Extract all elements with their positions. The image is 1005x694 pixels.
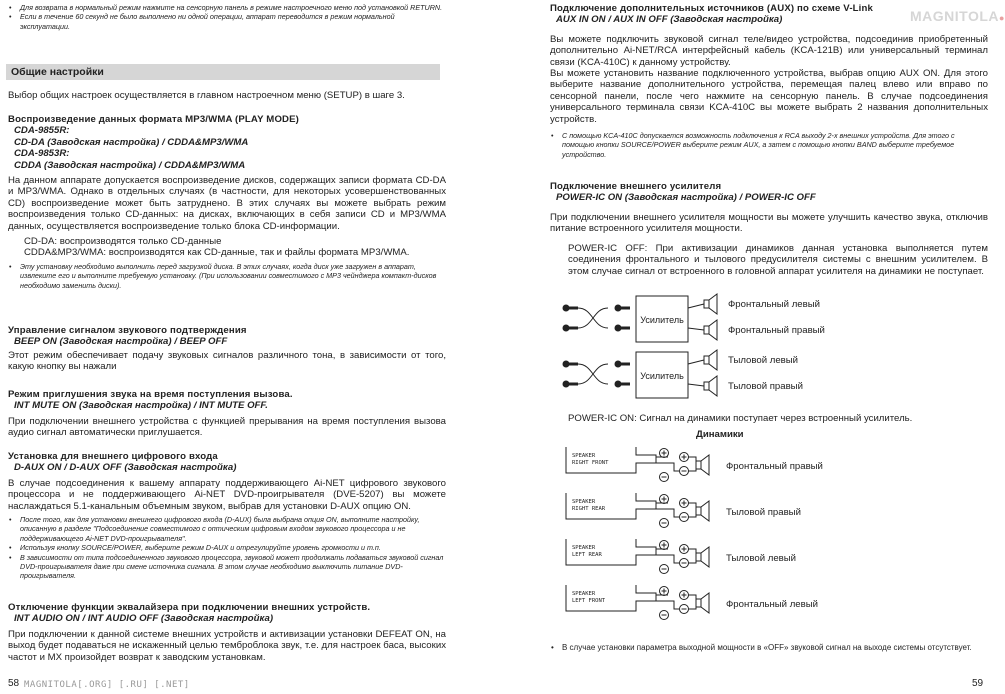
speaker-label: Фронтальный левый xyxy=(726,599,818,610)
mute-section xyxy=(8,389,446,439)
terminal-label: SPEAKER xyxy=(572,453,596,459)
speaker-icon xyxy=(696,455,709,475)
terminal-label: SPEAKER xyxy=(572,499,596,505)
mp3-opt-2: CDDA&MP3/WMA: воспроизводятся как CD-данные, так и файлы формата MP3/WMA. xyxy=(24,247,410,259)
minus-icon xyxy=(680,467,689,476)
speaker-icon xyxy=(704,350,717,370)
mp3-opt-1: CD-DA: воспроизводятся только CD-данные xyxy=(24,236,222,248)
cable-line xyxy=(578,308,608,328)
amp-note: • В случае установки параметра выходной мощности в «OFF» звуковой сигнал на выходе системы отсутствует. xyxy=(550,643,994,653)
speaker-terminal-block xyxy=(566,447,656,473)
speaker-wire xyxy=(688,384,704,386)
speaker-wire xyxy=(688,360,704,364)
plus-icon xyxy=(660,495,669,504)
beep-sub: BEEP ON (Заводская настройка) / BEEP OFF xyxy=(14,336,228,348)
top-notes xyxy=(8,3,446,31)
intro-text: Выбор общих настроек осуществляется в главном настроечном меню (SETUP) в шаге 3. xyxy=(8,90,405,101)
speaker-icon xyxy=(704,376,717,396)
beep-heading: Управление сигналом звукового подтверждения xyxy=(8,325,247,336)
daux-note-1: • После того, как для установки внешнего цифрового входа (D-AUX) была выбрана опция ON, выполните настройку, описанную в разделе "Подсоединение совместимого с оптическим цифровым входом звукового процессора и не поддерживающего Ai-NET DVD-проигрывателя". xyxy=(8,515,446,543)
speakers-diagram-title: Динамики xyxy=(696,429,744,440)
daux-note-2: • Используя кнопку SOURCE/POWER, выберите режим D-AUX и отрегулируйте уровень громкости и т.п. xyxy=(8,543,446,552)
power-off-text: POWER-IC OFF: При активизации динамиков данная установка выполняется путем соединения фронтального и тылового предусилителя системы с внешним усилителем. В этом случае сигнал от встроенного в головной аппарат усилителя на динамики не поступает. xyxy=(568,243,988,277)
logo-text: MAGNITOLA xyxy=(910,8,1000,24)
speaker-terminal-block xyxy=(566,493,656,519)
rca-plug-icon xyxy=(563,381,579,388)
rca-plug-icon xyxy=(563,361,579,368)
mp3-sub-2: CD-DA (Заводская настройка) / CDDA&MP3/WMA xyxy=(14,136,249,148)
amplifier-label: Усилитель xyxy=(640,315,684,325)
terminal-label: LEFT REAR xyxy=(572,552,602,558)
power-on-text: POWER-IC ON: Сигнал на динамики поступает через встроенный усилитель. xyxy=(568,413,913,424)
mp3-section xyxy=(8,114,446,290)
speaker-label: Тыловой левый xyxy=(728,355,799,366)
mp3-sub-4: CDDA (Заводская настройка) / CDDA&MP3/WMA xyxy=(14,159,246,171)
rca-plug-icon xyxy=(615,381,631,388)
terminal-label: LEFT FRONT xyxy=(572,598,606,604)
speaker-label: Фронтальный правый xyxy=(728,325,825,336)
speaker-label: Тыловой правый xyxy=(726,507,801,518)
plus-icon xyxy=(660,541,669,550)
daux-heading: Установка для внешнего цифрового входа xyxy=(8,451,218,462)
plus-icon xyxy=(660,449,669,458)
aux-section xyxy=(550,3,988,159)
speaker-terminal-block xyxy=(566,585,656,611)
amp-body: При подключении внешнего усилителя мощности вы можете улучшить качество звука, отключив питание встроенного усилителя мощности. xyxy=(550,211,988,235)
plus-icon xyxy=(680,499,689,508)
speaker-label: Тыловой правый xyxy=(728,381,803,392)
defeat-body: При подключении к данной системе внешних устройств и активизации установки DEFEAT ON, на выход будет подаваться не искаженный целью темброблока звук, т.е. для настроек баса, высоких частот и MX произойдет возврат к заводским установкам. xyxy=(8,628,446,663)
speaker-icon xyxy=(704,294,717,314)
speaker-wire xyxy=(656,457,696,471)
defeat-sub: INT AUDIO ON / INT AUDIO OFF (Заводская настройка) xyxy=(14,613,274,625)
logo-dot-icon: ● xyxy=(999,13,1005,23)
speaker-label: Фронтальный правый xyxy=(726,461,823,472)
amp-sub: POWER-IC ON (Заводская настройка) / POWER-IC OFF xyxy=(556,192,816,204)
amp-heading: Подключение внешнего усилителя xyxy=(550,181,722,192)
speaker-icon xyxy=(696,547,709,567)
plus-icon xyxy=(680,453,689,462)
rca-plug-icon xyxy=(615,305,631,312)
minus-icon xyxy=(680,605,689,614)
speaker-icon xyxy=(696,593,709,613)
rca-plug-icon xyxy=(615,361,631,368)
minus-icon xyxy=(680,513,689,522)
plus-icon xyxy=(660,587,669,596)
terminal-label: SPEAKER xyxy=(572,545,596,551)
plus-icon xyxy=(680,591,689,600)
aux-sub: AUX IN ON / AUX IN OFF (Заводская настройка) xyxy=(556,14,783,26)
mute-body: При подключении внешнего устройства с функцией прерывания на время поступления вызова аудио сигнал автоматически приглушается. xyxy=(8,415,446,439)
minus-icon xyxy=(660,473,669,482)
left-page xyxy=(0,0,452,694)
aux-body-1: Вы можете подключить звуковой сигнал теле/видео устройства, подсоединив приобретенный дополнительно Ai-NET/RCA интерфейсный кабель (KCA-121B) или универсальный терминал связи (KCA-410C) к данному устройству. xyxy=(550,33,988,68)
mp3-body: На данном аппарате допускается воспроизведение дисков, содержащих записи формата CD-DA и MP3/WMA. Однако в отдельных случаях (в частности, для некоторых усовершенствованных CD) воспроизведение может быть затруднено. В этих случаях вы можете выбрать режим воспроизведения только CD-данных: на дисках, включающих в себя записи CD и MP3/WMA данных, осуществляется воспроизведение только блока CD-информации. xyxy=(8,175,446,232)
page-number-left: 58 xyxy=(8,678,20,689)
speaker-terminal-block xyxy=(566,539,656,565)
speaker-wire xyxy=(688,304,704,308)
rca-plug-icon xyxy=(563,305,579,312)
defeat-section xyxy=(8,602,446,663)
watermark: MAGNITOLA[.ORG] [.RU] [.NET] xyxy=(24,680,190,690)
section-title-bar: Общие настройки xyxy=(6,64,440,80)
terminal-label: RIGHT FRONT xyxy=(572,460,609,466)
speaker-wire xyxy=(656,503,696,517)
minus-icon xyxy=(660,519,669,528)
minus-icon xyxy=(660,565,669,574)
speaker-label: Фронтальный левый xyxy=(728,299,820,310)
plus-icon xyxy=(680,545,689,554)
speaker-wire xyxy=(688,328,704,330)
speaker-label: Тыловой левый xyxy=(726,553,797,564)
daux-sub: D-AUX ON / D-AUX OFF (Заводская настройка) xyxy=(14,462,237,474)
right-page xyxy=(548,0,992,694)
mp3-sub-1: CDA-9855R: xyxy=(14,125,70,137)
daux-body: В случае подсоединения к вашему аппарату поддерживающего Ai-NET цифрового звукового процессора и не поддерживающего Ai-NET DVD-проигрывателя (DVE-5207) вы можете наслаждаться 5.1-канальным объемным звуком, выбрав для установки D-AUX опцию ON. xyxy=(8,477,446,512)
mp3-note: • Эту установку необходимо выполнить перед загрузкой диска. В этих случаях, когда диск уже загружен в аппарат, извлеките его и выполните требуемую установку. (При использовании совместимого с MP3 чейнджера компакт-дисков необходимо заменить диски). xyxy=(8,262,446,290)
mute-heading: Режим приглушения звука на время поступления вызова. xyxy=(8,389,293,400)
terminal-label: RIGHT REAR xyxy=(572,506,606,512)
speaker-wire xyxy=(656,549,696,563)
mp3-sub-3: CDA-9853R: xyxy=(14,148,70,160)
rca-plug-icon xyxy=(615,325,631,332)
power-off-diagram xyxy=(558,290,978,402)
mute-sub: INT MUTE ON (Заводская настройка) / INT MUTE OFF. xyxy=(14,400,268,412)
aux-heading: Подключение дополнительных источников (AUX) по схеме V-Link xyxy=(550,3,873,14)
beep-body: Этот режим обеспечивает подачу звуковых сигналов различного тона, в зависимости от того, какую кнопку вы нажали xyxy=(8,349,446,373)
speaker-icon xyxy=(704,320,717,340)
mp3-heading: Воспроизведение данных формата MP3/WMA (PLAY MODE) xyxy=(8,114,300,125)
defeat-heading: Отключение функции эквалайзера при подключении внешних устройств. xyxy=(8,602,371,613)
page-number-right: 59 xyxy=(972,678,984,689)
aux-note: • С помощью KCA-410C допускается возможность подключения к RCA выходу 2-х внешних устройств. Для этого с помощью кнопки SOURCE/POWER выберите режим AUX, а затем с помощью кнопки BAND выберите требуемое устройство. xyxy=(550,131,988,159)
note-return: • Для возврата в нормальный режим нажмите на сенсорную панель в режиме настроечного меню под установкой RETURN. xyxy=(8,3,446,12)
rca-plug-icon xyxy=(563,325,579,332)
note-timeout: • Если в течение 60 секунд не было выполнено ни одной операции, аппарат переводится в режим нормальной эксплуатации. xyxy=(8,12,446,31)
amp-section xyxy=(550,181,988,235)
amplifier-label: Усилитель xyxy=(640,371,684,381)
daux-note-3: • В зависимости от типа подсоединенного звукового процессора, звуковой может продолжать подаваться звуковой сигнал DVD-проигрывателя даже при смене источника сигнала. В этом случае необходимо выключить питание DVD-проигрывателя. xyxy=(8,553,446,581)
speaker-icon xyxy=(696,501,709,521)
minus-icon xyxy=(680,559,689,568)
power-on-diagram xyxy=(564,443,984,643)
beep-section xyxy=(8,325,446,373)
speaker-wire xyxy=(656,595,696,609)
minus-icon xyxy=(660,611,669,620)
daux-section xyxy=(8,451,446,581)
aux-body-2: Вы можете установить название подключенного устройства, выбрав опцию AUX ON. Для этого выберите название дополнительного устройства, перемещая палец влево или вправо по сенсорной панели, после чего нажмите на сенсорную панель. В случае подсоединения универсального терминала связи KCA-410C вы можете выбрать 2 названия дополнительных устройств. xyxy=(550,68,988,125)
terminal-label: SPEAKER xyxy=(572,591,596,597)
cable-line xyxy=(578,364,608,384)
